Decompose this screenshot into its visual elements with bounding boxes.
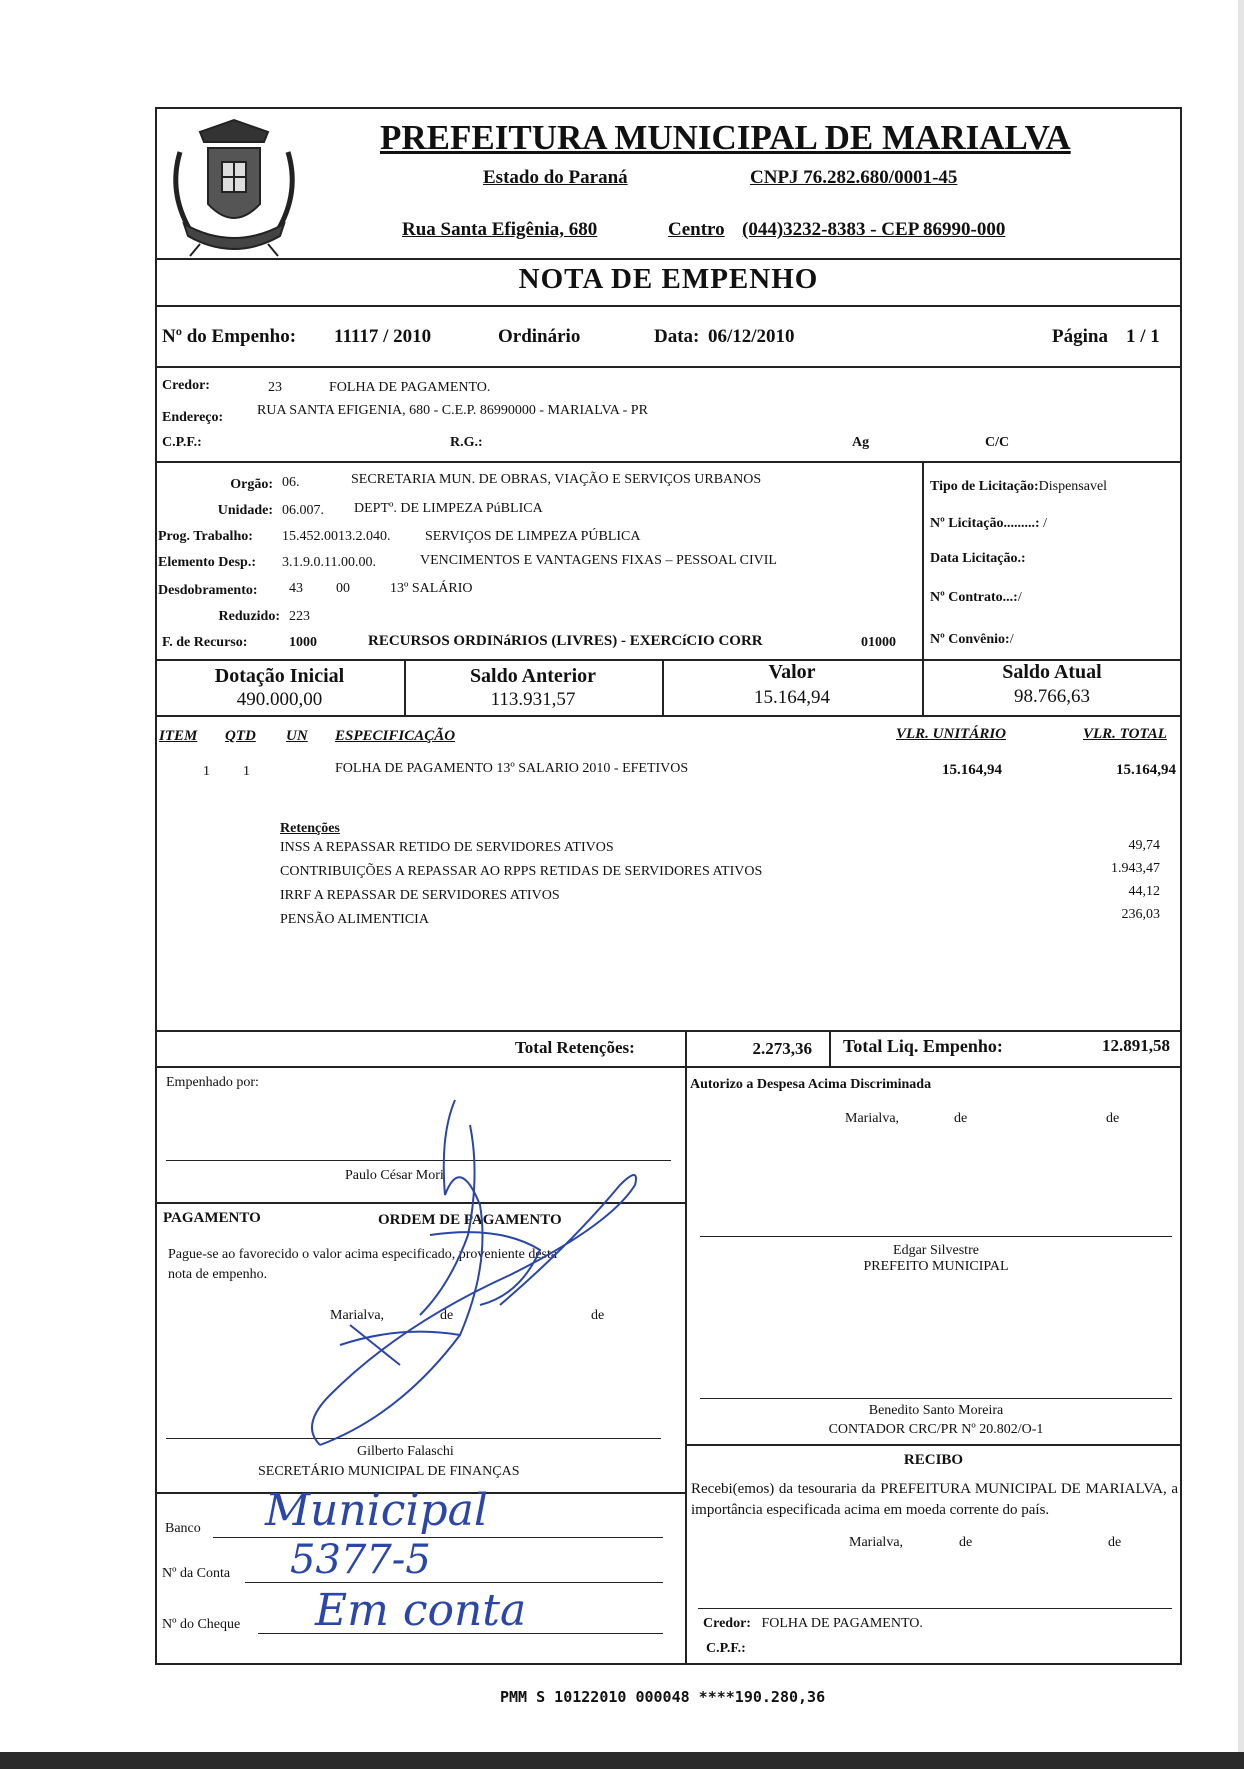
valor-label: Valor bbox=[768, 661, 816, 683]
recurso-code: 1000 bbox=[289, 635, 317, 650]
prefeito-name: Edgar Silvestre bbox=[893, 1243, 979, 1258]
ordem-pagamento-label: ORDEM DE PAGAMENTO bbox=[378, 1212, 562, 1228]
scan-edge-bottom bbox=[0, 1752, 1244, 1769]
signature-line bbox=[700, 1236, 1172, 1237]
empenhado-label: Empenhado por: bbox=[166, 1075, 259, 1090]
item-description: FOLHA DE PAGAMENTO 13º SALARIO 2010 - EFETIVOS bbox=[335, 761, 689, 776]
account-label: C/C bbox=[985, 435, 1010, 450]
divider bbox=[155, 305, 1182, 307]
licitacao-number-label: Nº Licitação.........: bbox=[930, 516, 1040, 531]
recibo-cpf-label: C.P.F.: bbox=[706, 1641, 746, 1656]
desdobramento-a: 43 bbox=[289, 581, 303, 596]
banco-label: Banco bbox=[165, 1521, 201, 1536]
contract-value: / bbox=[1017, 590, 1022, 605]
orgao-label: Orgão: bbox=[230, 477, 273, 492]
recibo-title: RECIBO bbox=[903, 1452, 964, 1468]
banco-handwriting: Municipal bbox=[265, 1485, 488, 1536]
prog-label: Prog. Trabalho: bbox=[158, 529, 253, 544]
total-retencoes-label: Total Retenções: bbox=[515, 1038, 635, 1057]
address-label: Endereço: bbox=[162, 410, 224, 425]
saldo-anterior-value: 113.931,57 bbox=[490, 689, 576, 710]
footer-code: PMM S 10122010 000048 ****190.280,36 bbox=[500, 1688, 826, 1706]
secretario-name: Gilberto Falaschi bbox=[357, 1444, 454, 1459]
scan-edge bbox=[1238, 0, 1244, 1769]
licitacao-type-label: Tipo de Licitação: bbox=[930, 479, 1039, 494]
phone-cep-label: (044)3232-8383 - CEP 86990-000 bbox=[742, 219, 1006, 240]
reduzido-value: 223 bbox=[289, 609, 310, 624]
saldo-anterior-label: Saldo Anterior bbox=[469, 665, 597, 687]
col-qtd: QTD bbox=[225, 728, 256, 744]
desdobramento-b: 00 bbox=[336, 581, 350, 596]
totals-divider bbox=[685, 1030, 687, 1066]
autorizo-city: Marialva, bbox=[845, 1111, 900, 1126]
recurso-label: F. de Recurso: bbox=[162, 635, 248, 650]
convenio-number bbox=[930, 632, 1014, 648]
agency-label: Ag bbox=[852, 435, 870, 450]
credor-code: 23 bbox=[268, 380, 282, 395]
total-retencoes-value: 2.273,36 bbox=[752, 1039, 812, 1058]
secretario-role: SECRETÁRIO MUNICIPAL DE FINANÇAS bbox=[258, 1464, 520, 1479]
licitacao-date-label: Data Licitação.: bbox=[930, 551, 1026, 566]
recibo-credor-label: Credor: bbox=[703, 1616, 751, 1631]
banco-line bbox=[213, 1537, 663, 1538]
divider bbox=[155, 366, 1182, 368]
recibo-city: Marialva, bbox=[849, 1535, 904, 1550]
contract-number bbox=[930, 590, 1022, 606]
desdobramento-label: Desdobramento: bbox=[158, 583, 258, 598]
conta-label: Nº da Conta bbox=[162, 1566, 231, 1581]
licitacao-type-value: Dispensavel bbox=[1038, 479, 1108, 494]
col-especificacao: ESPECIFICAÇÃO bbox=[335, 728, 456, 744]
cnpj-label: CNPJ 76.282.680/0001-45 bbox=[750, 167, 958, 188]
totals-divider bbox=[829, 1030, 831, 1066]
recibo-text: Recebi(emos) da tesouraria da PREFEITURA MUNICIPAL DE MARIALVA, a importância especificada acima em moeda corrente do país. bbox=[691, 1481, 1178, 1518]
recibo-de-1: de bbox=[959, 1535, 973, 1550]
signature-flourish bbox=[280, 1095, 740, 1495]
empenho-type: Ordinário bbox=[498, 326, 581, 347]
reduzido-label: Reduzido: bbox=[218, 609, 280, 624]
col-vlr-total: VLR. TOTAL bbox=[1083, 726, 1167, 742]
item-total-value: 15.164,94 bbox=[1116, 762, 1176, 778]
total-liquido-value: 12.891,58 bbox=[1102, 1036, 1170, 1055]
valor-value: 15.164,94 bbox=[754, 687, 830, 708]
item-qtd: 1 bbox=[243, 764, 250, 779]
credor-name: FOLHA DE PAGAMENTO. bbox=[329, 380, 491, 395]
pagamento-label: PAGAMENTO bbox=[163, 1210, 261, 1226]
address-value: RUA SANTA EFIGENIA, 680 - C.E.P. 86990000 - MARIALVA - PR bbox=[257, 403, 648, 418]
item-number: 1 bbox=[203, 764, 210, 779]
retencao-row-1: INSS A REPASSAR RETIDO DE SERVIDORES ATIVOS bbox=[280, 840, 614, 855]
convenio-value: / bbox=[1009, 632, 1014, 647]
street-label: Rua Santa Efigênia, 680 bbox=[402, 219, 598, 240]
orgao-name: SECRETARIA MUN. DE OBRAS, VIAÇÃO E SERVIÇOS URBANOS bbox=[351, 472, 762, 487]
autorizo-title: Autorizo a Despesa Acima Discriminada bbox=[690, 1077, 932, 1092]
dotacao-inicial-value: 490.000,00 bbox=[236, 689, 323, 710]
retencoes-title: Retenções bbox=[280, 821, 340, 836]
licitacao-type bbox=[930, 479, 1107, 495]
divider bbox=[155, 715, 1182, 717]
divider bbox=[155, 1066, 1182, 1068]
retencao-row-3: IRRF A REPASSAR DE SERVIDORES ATIVOS bbox=[280, 888, 560, 903]
unidade-name: DEPTº. DE LIMPEZA PúBLICA bbox=[354, 501, 543, 516]
licitacao-number-value: / bbox=[1043, 516, 1047, 531]
col-item: ITEM bbox=[159, 728, 198, 744]
doc-title: NOTA DE EMPENHO bbox=[518, 263, 819, 295]
convenio-label: Nº Convênio: bbox=[930, 632, 1010, 647]
col-un: UN bbox=[286, 728, 308, 744]
saldo-atual-label: Saldo Atual bbox=[1002, 661, 1102, 683]
page-label: Página bbox=[1052, 326, 1108, 347]
contador-name: Benedito Santo Moreira bbox=[868, 1403, 1004, 1418]
autorizo-de-1: de bbox=[954, 1111, 968, 1126]
orgao-code: 06. bbox=[282, 475, 300, 490]
dotacao-inicial-label: Dotação Inicial bbox=[214, 665, 345, 687]
autorizo-de-2: de bbox=[1106, 1111, 1120, 1126]
total-liquido-label: Total Liq. Empenho: bbox=[843, 1036, 1003, 1056]
pagamento-city: Marialva, bbox=[330, 1308, 385, 1323]
credor-label: Credor: bbox=[162, 378, 210, 393]
retencao-value-4: 236,03 bbox=[1121, 907, 1160, 922]
retencao-value-2: 1.943,47 bbox=[1111, 861, 1160, 876]
signature-line bbox=[698, 1608, 1172, 1609]
conta-handwriting: 5377-5 bbox=[290, 1537, 431, 1583]
divider bbox=[155, 258, 1182, 260]
cheque-handwriting: Em conta bbox=[315, 1585, 527, 1636]
recibo-de-2: de bbox=[1108, 1535, 1122, 1550]
saldo-atual-value: 98.766,63 bbox=[1014, 686, 1090, 707]
licitacao-divider bbox=[922, 461, 924, 659]
divider bbox=[155, 461, 1182, 463]
col-vlr-unitario: VLR. UNITÁRIO bbox=[896, 726, 1007, 742]
empenho-number: 11117 / 2010 bbox=[334, 326, 432, 347]
empenho-number-label: Nº do Empenho: bbox=[162, 326, 297, 347]
divider bbox=[685, 1444, 1182, 1446]
prog-code: 15.452.0013.2.040. bbox=[282, 529, 391, 544]
retencao-value-3: 44,12 bbox=[1128, 884, 1160, 899]
pagamento-de-1: de bbox=[440, 1308, 454, 1323]
rg-label: R.G.: bbox=[450, 435, 483, 450]
date-value: 06/12/2010 bbox=[708, 326, 795, 347]
retencao-row-2: CONTRIBUIÇÕES A REPASSAR AO RPPS RETIDAS DE SERVIDORES ATIVOS bbox=[280, 864, 763, 879]
recurso-name: RECURSOS ORDINáRIOS (LIVRES) - EXERCíCIO CORR bbox=[368, 633, 763, 649]
empenhado-signer: Paulo César Mori bbox=[345, 1168, 444, 1183]
elemento-name: VENCIMENTOS E VANTAGENS FIXAS – PESSOAL CIVIL bbox=[420, 553, 777, 568]
divider bbox=[155, 1030, 1182, 1032]
contract-label: Nº Contrato...: bbox=[930, 590, 1018, 605]
page-title: PREFEITURA MUNICIPAL DE MARIALVA bbox=[380, 118, 1071, 157]
cpf-label: C.P.F.: bbox=[162, 435, 202, 450]
signature-line bbox=[700, 1398, 1172, 1399]
recurso-number: 01000 bbox=[861, 635, 896, 650]
prog-name: SERVIÇOS DE LIMPEZA PÚBLICA bbox=[425, 529, 641, 544]
elemento-label: Elemento Desp.: bbox=[158, 555, 256, 570]
item-unit-value: 15.164,94 bbox=[942, 762, 1002, 778]
desdobramento-name: 13º SALÁRIO bbox=[390, 581, 473, 596]
recibo-credor bbox=[703, 1616, 923, 1632]
state-label: Estado do Paraná bbox=[483, 167, 628, 188]
coat-of-arms-icon bbox=[160, 112, 308, 260]
elemento-code: 3.1.9.0.11.00.00. bbox=[282, 555, 376, 570]
unidade-code: 06.007. bbox=[282, 503, 324, 518]
recibo-credor-value: FOLHA DE PAGAMENTO. bbox=[761, 1616, 923, 1631]
retencao-value-1: 49,74 bbox=[1128, 838, 1160, 853]
pagamento-text-2: nota de empenho. bbox=[168, 1267, 268, 1282]
page-number: 1 / 1 bbox=[1126, 326, 1160, 347]
date-label: Data: bbox=[654, 326, 700, 347]
licitacao-number bbox=[930, 516, 1047, 532]
pagamento-text-1: Pague-se ao favorecido o valor acima especificado, proveniente desta bbox=[168, 1247, 558, 1262]
retencao-row-4: PENSÃO ALIMENTICIA bbox=[280, 912, 429, 927]
cheque-label: Nº do Cheque bbox=[162, 1617, 241, 1632]
prefeito-role: PREFEITO MUNICIPAL bbox=[863, 1259, 1009, 1274]
pagamento-de-2: de bbox=[591, 1308, 605, 1323]
district-label: Centro bbox=[668, 219, 725, 240]
contador-role: CONTADOR CRC/PR Nº 20.802/O-1 bbox=[828, 1422, 1044, 1437]
unidade-label: Unidade: bbox=[217, 503, 273, 518]
